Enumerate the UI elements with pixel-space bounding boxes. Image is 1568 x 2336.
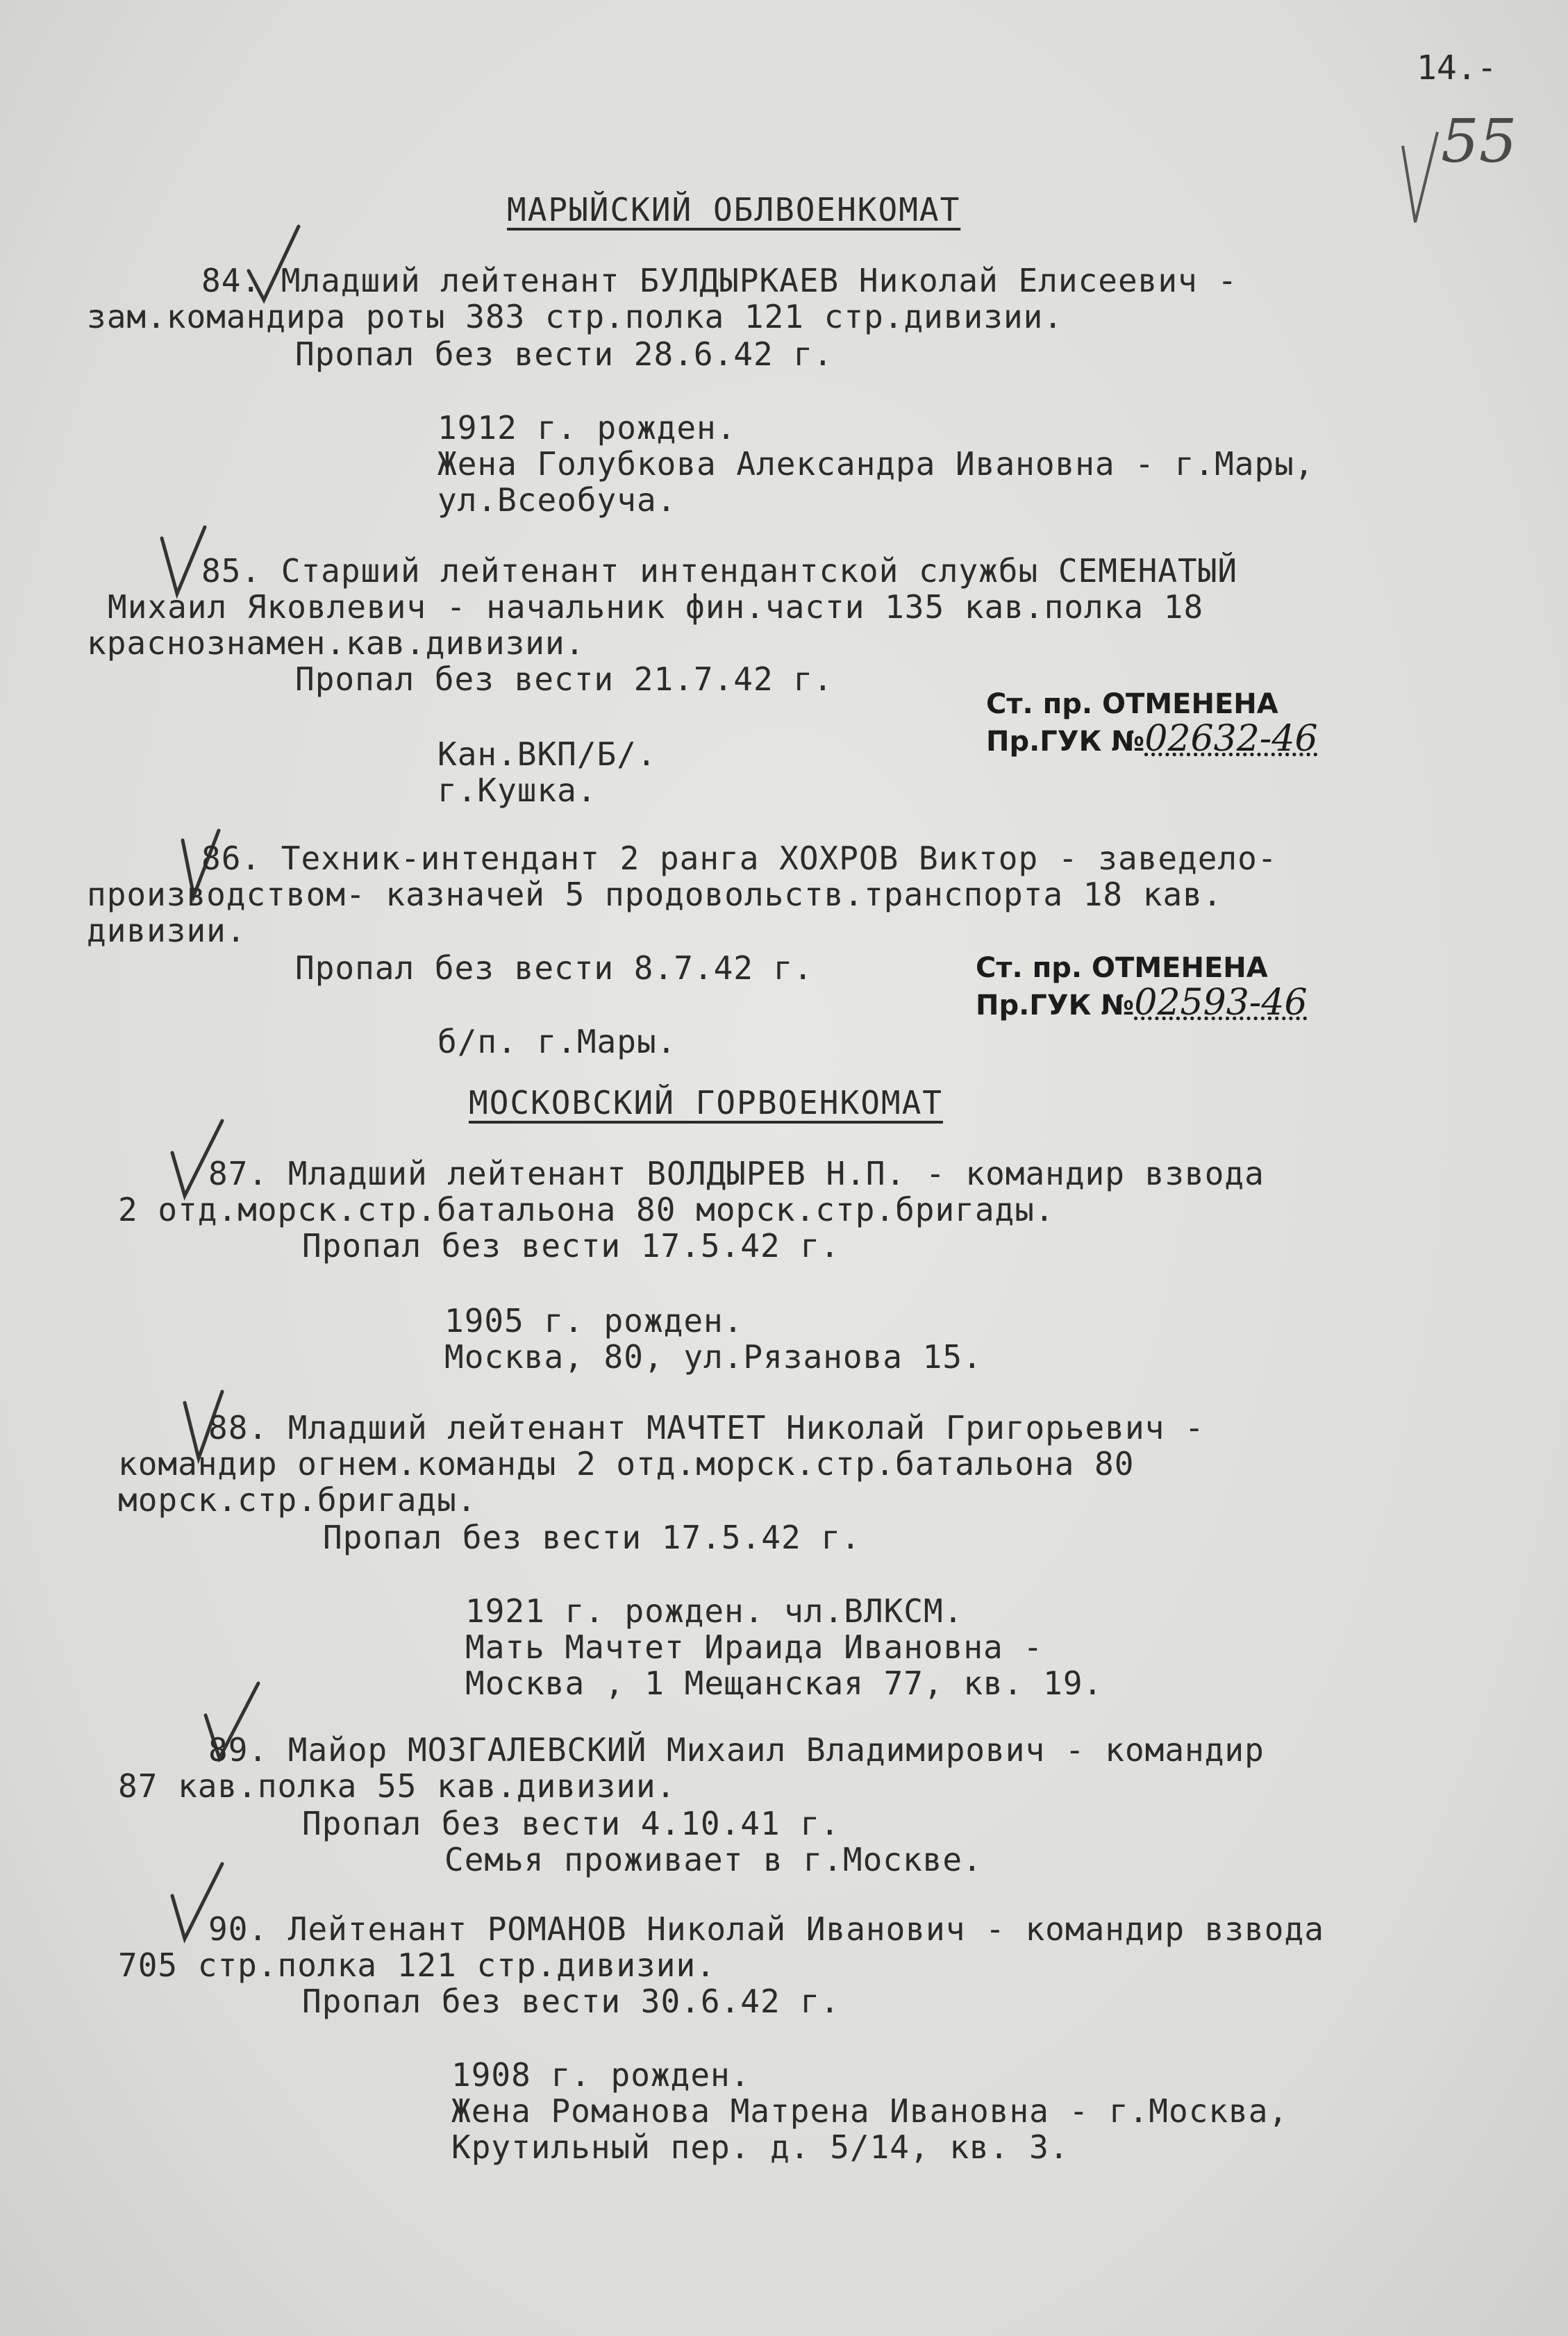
entry-88-line-4: Пропал без вести 17.5.42 г. — [323, 1519, 861, 1556]
entry-90-line-4: 1908 г. рожден. — [451, 2056, 751, 2094]
stamp-order-number: 02632-46 — [1144, 718, 1318, 760]
entry-84-line-4: 1912 г. рожден. — [437, 409, 737, 447]
stamp-line-1: Ст. пр. ОТМЕНЕНА — [976, 952, 1268, 984]
entry-87-line-5: Москва, 80, ул.Рязанова 15. — [444, 1338, 983, 1376]
entry-86-line-2: производством- казначей 5 продовольств.транспорта 18 кав. — [87, 876, 1223, 913]
entry-89-line-1: 89. Майор МОЗГАЛЕВСКИЙ Михаил Владимирович - командир — [208, 1731, 1265, 1769]
entry-85-line-6: г.Кушка. — [437, 771, 597, 809]
entry-85-line-4: Пропал без вести 21.7.42 г. — [295, 660, 833, 698]
entry-85-line-2: Михаил Яковлевич - начальник фин.части 135 кав.полка 18 — [108, 588, 1204, 626]
entry-88-line-7: Москва , 1 Мещанская 77, кв. 19. — [465, 1665, 1103, 1702]
entry-86-line-4: Пропал без вести 8.7.42 г. — [295, 949, 814, 987]
entry-90-line-2: 705 стр.полка 121 стр.дивизии. — [118, 1946, 716, 1984]
stamp-line-1: Ст. пр. ОТМЕНЕНА — [986, 688, 1278, 720]
stamp-line-2-prefix: Пр.ГУК № — [976, 990, 1135, 1021]
entry-87-line-1: 87. Младший лейтенант ВОЛДЫРЕВ Н.П. - командир взвода — [208, 1155, 1265, 1192]
entry-87-line-2: 2 отд.морск.стр.батальона 80 морск.стр.бригады. — [118, 1191, 1055, 1228]
page-number: 14.- — [1417, 49, 1497, 87]
entry-87-line-4: 1905 г. рожден. — [444, 1302, 744, 1340]
entry-84-line-2: зам.командира роты 383 стр.полка 121 стр.дивизии. — [87, 298, 1064, 335]
entry-89-line-2: 87 кав.полка 55 кав.дивизии. — [118, 1767, 676, 1805]
entry-88-line-2: командир огнем.команды 2 отд.морск.стр.батальона 80 — [118, 1445, 1135, 1483]
entry-84-line-3: Пропал без вести 28.6.42 г. — [295, 335, 833, 373]
entry-86-line-3: дивизии. — [87, 912, 247, 949]
entry-86-line-1: 86. Техник-интендант 2 ранга ХОХРОВ Виктор - заведело- — [201, 840, 1278, 877]
stamp-cancelled — [986, 687, 1318, 758]
entry-90-line-6: Крутильный пер. д. 5/14, кв. 3. — [451, 2128, 1069, 2166]
archive-number: 55 — [1441, 107, 1517, 176]
entry-87-line-3: Пропал без вести 17.5.42 г. — [302, 1227, 840, 1265]
stamp-line-2-prefix: Пр.ГУК № — [986, 726, 1145, 758]
entry-85-line-5: Кан.ВКП/Б/. — [437, 735, 657, 773]
entry-90-line-1: 90. Лейтенант РОМАНОВ Николай Иванович - командир взвода — [208, 1910, 1324, 1948]
entry-84-line-5: Жена Голубкова Александра Ивановна - г.Мары, — [437, 445, 1315, 483]
entry-88-line-1: 88. Младший лейтенант МАЧТЕТ Николай Григорьевич - — [208, 1409, 1205, 1446]
entry-88-line-5: 1921 г. рожден. чл.ВЛКСМ. — [465, 1592, 964, 1630]
entry-88-line-3: морск.стр.бригады. — [118, 1481, 477, 1519]
entry-84-line-1: 84. Младший лейтенант БУЛДЫРКАЕВ Николай Елисеевич - — [201, 262, 1238, 299]
entry-89-line-4: Семья проживает в г.Москве. — [444, 1841, 983, 1878]
entry-90-line-5: Жена Романова Матрена Ивановна - г.Москва, — [451, 2092, 1289, 2130]
entry-89-line-3: Пропал без вести 4.10.41 г. — [302, 1805, 840, 1842]
entry-84-line-6: ул.Всеобуча. — [437, 481, 677, 519]
entry-88-line-6: Мать Мачтет Ираида Ивановна - — [465, 1628, 1044, 1666]
section-heading-moscow: МОСКОВСКИЙ ГОРВОЕНКОМАТ — [469, 1084, 943, 1121]
stamp-order-number: 02593-46 — [1134, 982, 1308, 1024]
entry-86-line-5: б/п. г.Мары. — [437, 1023, 677, 1060]
entry-90-line-3: Пропал без вести 30.6.42 г. — [302, 1983, 840, 2020]
section-heading-mary: МАРЫЙСКИЙ ОБЛВОЕНКОМАТ — [507, 191, 961, 228]
entry-85-line-1: 85. Старший лейтенант интендантской службы СЕМЕНАТЫЙ — [201, 552, 1238, 590]
stamp-cancelled — [976, 951, 1308, 1022]
entry-85-line-3: краснознамен.кав.дивизии. — [87, 624, 585, 662]
